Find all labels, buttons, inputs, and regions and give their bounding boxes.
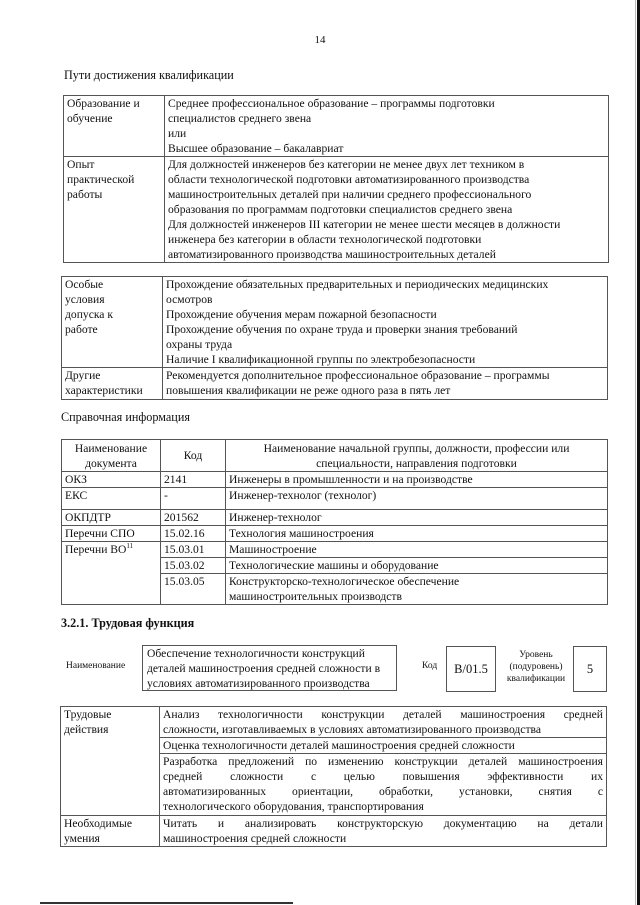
cell-name: Технология машиностроения — [226, 526, 608, 542]
row-label: Необходимые умения — [61, 816, 160, 847]
labor-function-name-box: Обеспечение технологичности конструкций деталей машиностроения средней сложности в условиях автоматизированного производства — [142, 645, 397, 691]
table-row — [62, 472, 608, 488]
cell-code: 15.03.05 — [161, 574, 226, 605]
qualification-level-box: 5 — [573, 646, 607, 692]
row-value: Среднее профессиональное образование – программы подготовки специалистов среднего звена или Высшее образование – бакалавриат — [165, 96, 609, 157]
table-row — [61, 707, 607, 738]
table-row — [64, 157, 609, 263]
cell-code: - — [161, 488, 226, 510]
table-header-row — [62, 440, 608, 472]
row-label: Другие характеристики — [62, 368, 163, 400]
table-row — [62, 368, 608, 400]
cell-name: Конструкторско-технологическое обеспечение машиностроительных производств — [226, 574, 608, 605]
table-row — [62, 542, 608, 558]
row-value: Для должностей инженеров без категории не менее двух лет техником в области технологической подготовки автоматизированного производства машиностроительных деталей при наличии среднего профессионального образования по программам подготовки специалистов среднего звена Для должностей инженеров III категории не менее шести месяцев в должности инженера без категории в области технологической подготовки автоматизированного производства машиностроительных деталей — [165, 157, 609, 263]
table-row — [64, 96, 609, 157]
page-number: 14 — [314, 34, 326, 46]
qualification-level-label: Уровень (подуровень) квалификации — [506, 650, 566, 684]
cell-document: Перечни СПО — [62, 526, 161, 542]
table-row — [62, 510, 608, 526]
column-header-name: Наименование начальной группы, должности, профессии или специальности, направления подготовки — [226, 440, 608, 472]
row-label: Опыт практической работы — [64, 157, 165, 263]
cell-code: 201562 — [161, 510, 226, 526]
table-row — [61, 816, 607, 847]
cell-code: 15.03.01 — [161, 542, 226, 558]
footnote-separator — [40, 902, 293, 904]
qualification-paths-table — [63, 95, 609, 263]
cell-code: 15.02.16 — [161, 526, 226, 542]
row-label: Особые условия допуска к работе — [62, 277, 163, 368]
cell-code: 2141 — [161, 472, 226, 488]
column-header-code: Код — [161, 440, 226, 472]
labor-actions-table — [60, 706, 607, 847]
row-label: Трудовые действия — [61, 707, 160, 816]
row-value: Рекомендуется дополнительное профессиональное образование – программы повышения квалификации не реже одного раза в пять лет — [163, 368, 608, 400]
row-value: Прохождение обязательных предварительных и периодических медицинских осмотров Прохождение обучения мерам пожарной безопасности Прохождение обучения по охране труда и проверки знания требований охраны труда Наличие I квалификационной группы по электробезопасности — [163, 277, 608, 368]
work-conditions-table — [61, 276, 608, 400]
name-label: Наименование — [66, 661, 126, 671]
reference-heading: Справочная информация — [61, 410, 190, 424]
table-row — [62, 277, 608, 368]
row-label: Образование и обучение — [64, 96, 165, 157]
cell-code: 15.03.02 — [161, 558, 226, 574]
cell-name: Технологические машины и оборудование — [226, 558, 608, 574]
qualification-paths-heading: Пути достижения квалификации — [64, 68, 234, 82]
column-header-document: Наименование документа — [62, 440, 161, 472]
labor-function-code-box: B/01.5 — [446, 646, 496, 692]
table-row — [62, 488, 608, 510]
code-label: Код — [422, 661, 438, 671]
scan-edge-shadow — [635, 0, 636, 905]
labor-action-item: Разработка предложений по изменению конструкции деталей машиностроения средней сложности с целью повышения эффективности их автоматизированных ориентации, обработки, установки, снятия с технологического оборудования, транспортирования — [160, 754, 607, 816]
cell-document: ЕКС — [62, 488, 161, 510]
labor-function-heading: 3.2.1. Трудовая функция — [61, 616, 195, 630]
labor-action-item: Оценка технологичности деталей машиностроения средней сложности — [160, 738, 607, 754]
required-skill-item: Читать и анализировать конструкторскую документацию на детали машиностроения средней сложности — [160, 816, 607, 847]
cell-name: Машиностроение — [226, 542, 608, 558]
cell-name: Инженер-технолог (технолог) — [226, 488, 608, 510]
cell-document: ОКПДТР — [62, 510, 161, 526]
cell-document: Перечни ВО$^{11}$ — [62, 542, 161, 605]
cell-document: ОКЗ — [62, 472, 161, 488]
footnote-marker: 11 — [126, 542, 134, 551]
table-row — [62, 526, 608, 542]
labor-action-item: Анализ технологичности конструкции деталей машиностроения средней сложности, изготавливаемых в условиях автоматизированного производства — [160, 707, 607, 738]
reference-table — [61, 439, 608, 605]
cell-name: Инженеры в промышленности и на производстве — [226, 472, 608, 488]
cell-name: Инженер-технолог — [226, 510, 608, 526]
